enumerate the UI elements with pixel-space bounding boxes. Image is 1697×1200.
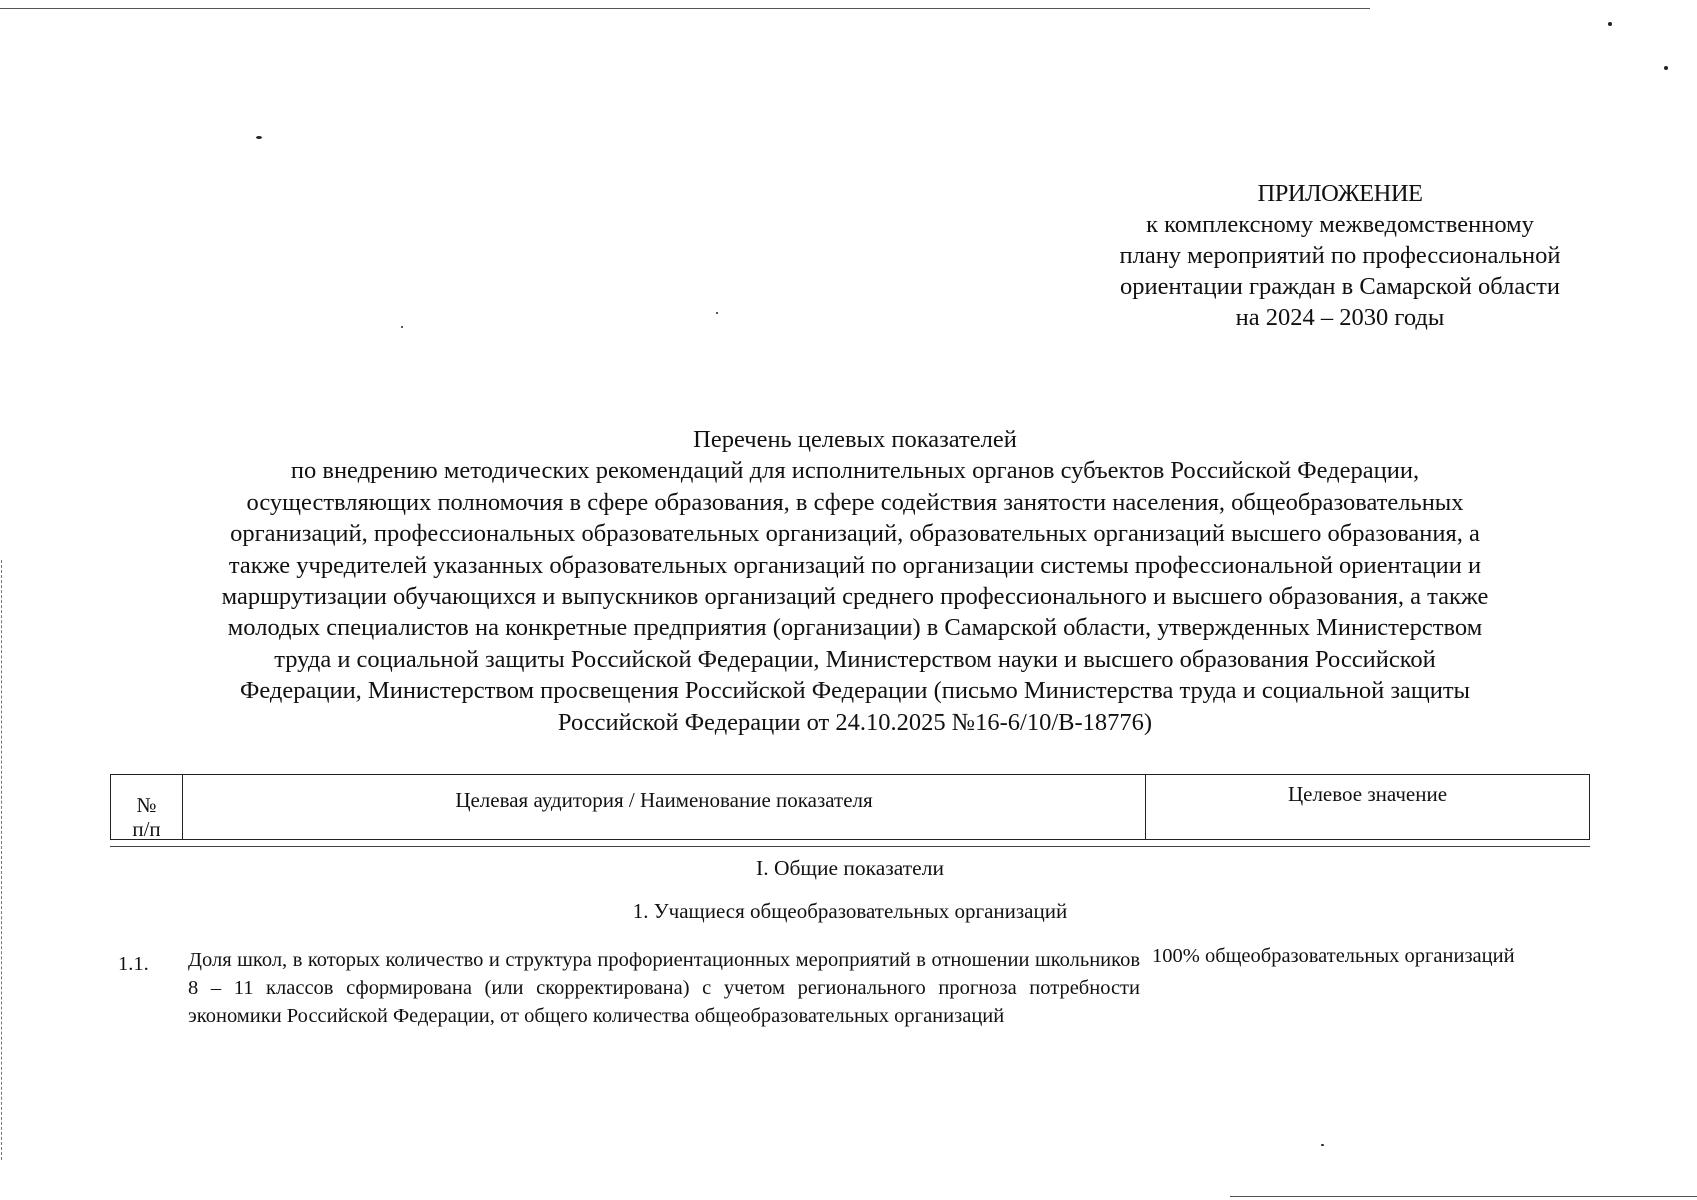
scan-border-bottom (1230, 1196, 1697, 1197)
row-number: 1.1. (118, 953, 149, 975)
scan-speck (256, 136, 262, 139)
column-header-number-line: п/п (132, 817, 161, 841)
appendix-line: на 2024 – 2030 годы (1235, 304, 1445, 331)
appendix-line: ориентации граждан в Самарской области (1120, 273, 1560, 300)
title-line: молодых специалистов на конкретные предприятия (организации) в Самарской области, утвержденных Министерством (227, 614, 1483, 642)
subsection-heading: 1. Учащиеся общеобразовательных организаций (632, 899, 1068, 923)
scan-speck (716, 312, 718, 314)
row-target-value: 100% общеобразовательных организаций (1152, 945, 1515, 967)
title-line: организаций, профессиональных образовательных организаций, образовательных организаций высшего образования, а (230, 520, 1480, 548)
document-title (110, 424, 1600, 738)
column-header-value: Целевое значение (1287, 782, 1448, 806)
title-line: также учредителей указанных образовательных организаций по организации системы профессиональной ориентации и (228, 551, 1482, 579)
row-indicator-name: Доля школ, в которых количество и структура профориентационных мероприятий в отношении школьников 8 – 11 классов сформирована (или скорректирована) с учетом регионального прогноза потребности экономики Российской Федерации, от общего количества общеобразовательных организаций (188, 949, 1140, 1027)
scan-border-top (0, 8, 1370, 9)
section-heading: I. Общие показатели (756, 856, 944, 880)
appendix-line: к комплексному межведомственному (1146, 211, 1534, 238)
title-line: труда и социальной защиты Российской Федерации, Министерством науки и высшего образования Российской (274, 645, 1436, 673)
title-line: Перечень целевых показателей (693, 426, 1017, 453)
column-header-number (111, 775, 183, 839)
title-line: осуществляющих полномочия в сфере образования, в сфере содействия занятости населения, общеобразовательных (246, 488, 1464, 516)
scan-speck (1321, 1144, 1324, 1146)
scan-speck (1608, 22, 1612, 26)
table-header (110, 774, 1590, 840)
scan-speck (1664, 66, 1668, 70)
table-divider (110, 846, 1590, 847)
appendix-heading: ПРИЛОЖЕНИЕ (1257, 180, 1423, 207)
column-header-number-line: № (136, 793, 157, 817)
title-line: Федерации, Министерством просвещения Российской Федерации (письмо Министерства труда и социальной защиты (239, 677, 1471, 705)
appendix-line: плану мероприятий по профессиональной (1119, 242, 1561, 269)
title-line: маршрутизации обучающихся и выпускников организаций среднего профессионального и высшего образования, а также (221, 583, 1489, 611)
column-header-name: Целевая аудитория / Наименование показателя (183, 775, 1146, 839)
title-line: по внедрению методических рекомендаций для исполнительных органов субъектов Российской Федерации, (290, 457, 1420, 485)
scan-speck (401, 326, 403, 328)
scan-border-left (1, 560, 2, 1160)
title-line: Российской Федерации от 24.10.2025 №16-6/10/В-18776) (557, 708, 1153, 736)
appendix-block (1060, 178, 1620, 333)
